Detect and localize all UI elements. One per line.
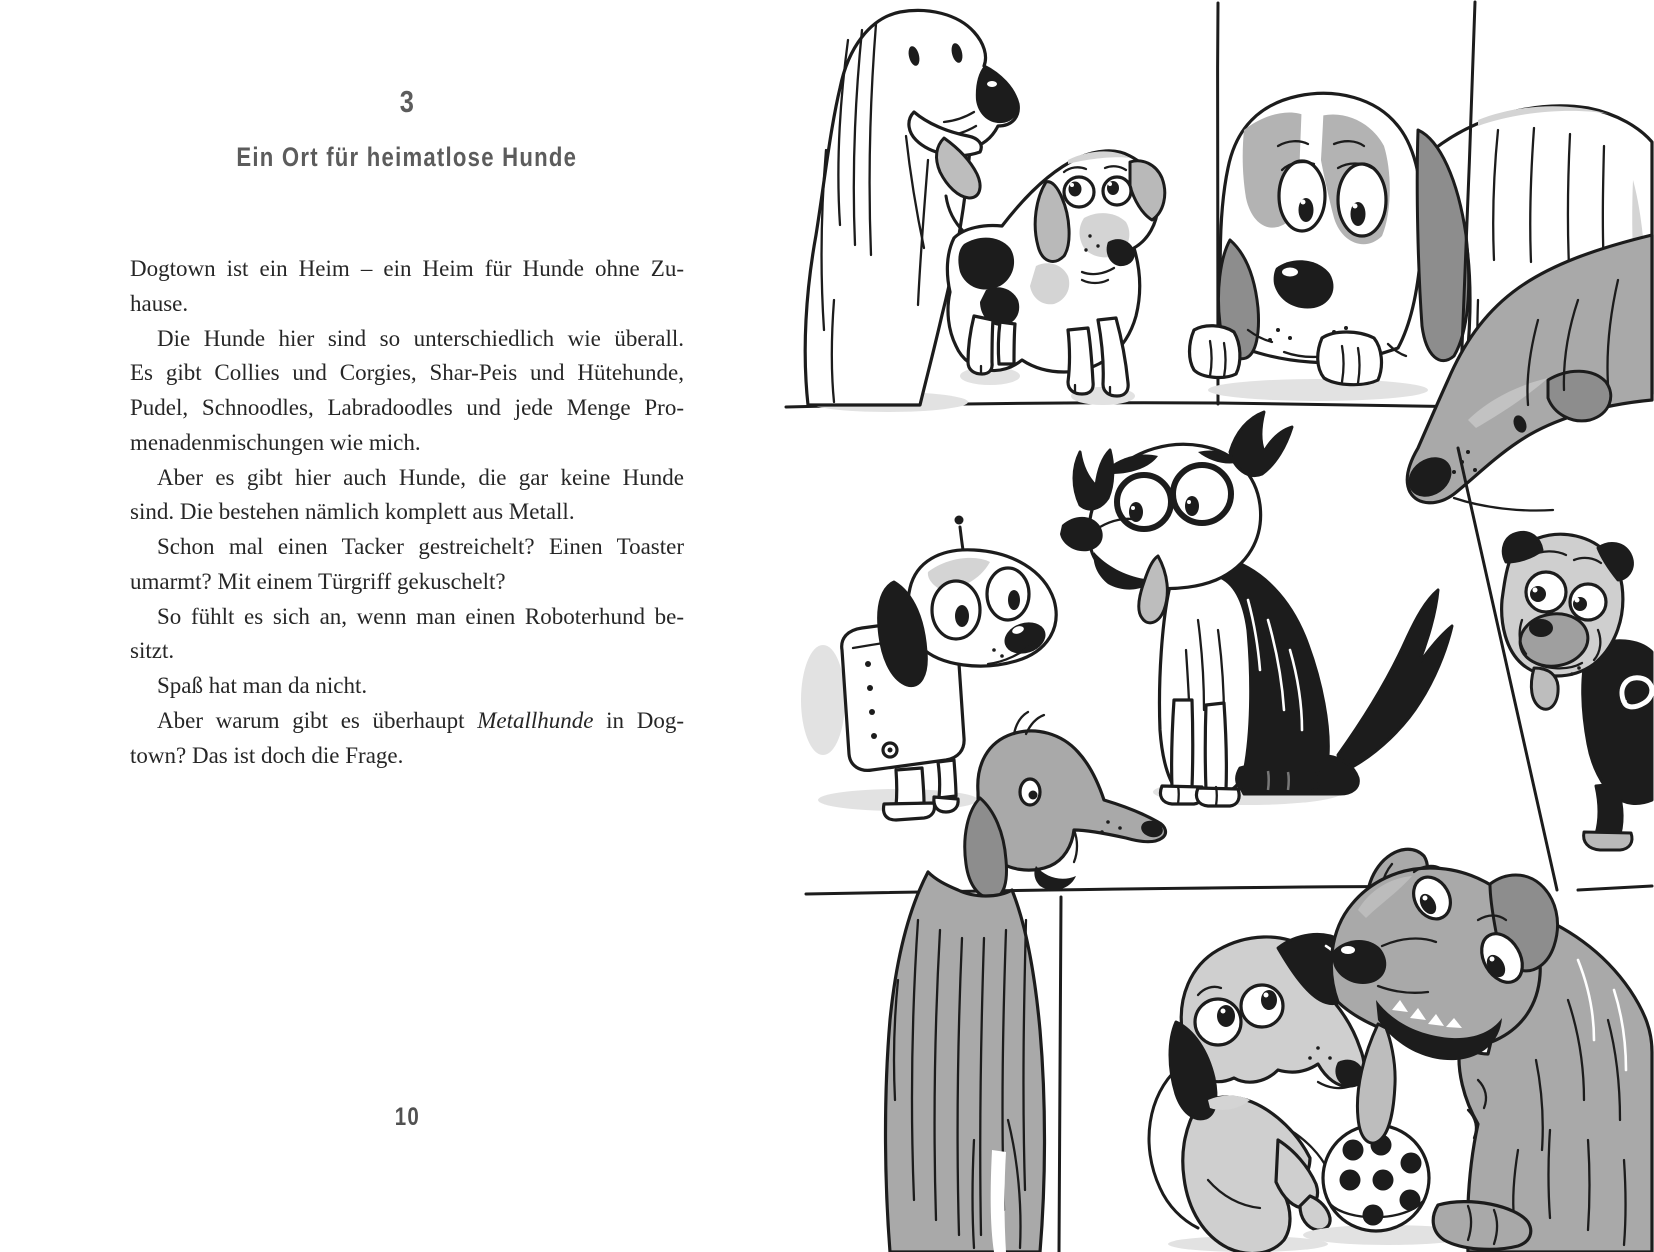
chapter-title: Ein Ort für heimatlose Hunde [236,142,578,172]
body-text-line: Aber warum gibt es überhaupt Metallhunde in Dog- [157,707,684,733]
body-text-line: menadenmischungen wie mich. [130,429,421,455]
page-number: 10 [394,1103,420,1131]
body-text-line: town? Das ist doch die Frage. [130,742,404,768]
body-text-line: Dogtown ist ein Heim – ein Heim für Hunde ohne Zu- [130,256,684,281]
body-text-line: Aber es gibt hier auch Hunde, die gar keine Hunde [157,464,684,490]
body-text-line: umarmt? Mit einem Türgriff gekuschelt? [130,568,506,594]
body-text-line: Spaß hat man da nicht. [157,673,368,698]
collie-tail [1338,590,1452,767]
body-text [130,252,684,773]
dog-comic-illustration [778,0,1654,1252]
body-text-line: sitzt. [130,638,175,664]
pug-tongue [1531,668,1558,709]
afghan-nose [976,66,1018,123]
body-text-line: Die Hunde hier sind so unterschiedlich wie überall. [157,325,684,351]
chapter-number: 3 [399,84,415,119]
pug-nose [1529,619,1553,637]
shaggy-dog-tongue [1357,1024,1395,1143]
pug-dog [1502,532,1652,850]
collie-ear [1074,450,1113,509]
body-text-line: Es gibt Collies und Corgies, Shar-Peis und Hütehunde, [130,360,684,386]
collie-nose [1060,517,1103,551]
body-text-line: hause. [130,290,189,316]
collie-dog [1060,412,1452,806]
gray-dog-ear [1548,371,1611,421]
body-text-line: Schon mal einen Tacker gestreichelt? Einen Toaster [157,534,684,559]
collie-ear [1230,412,1292,476]
left-book-page [0,0,780,1252]
body-text-line: Pudel, Schnoodles, Labradoodles und jede Menge Pro- [130,395,684,420]
body-text-line: So fühlt es sich an, wenn man einen Roboterhund be- [157,603,684,629]
body-text-line: sind. Die bestehen nämlich komplett aus Metall. [130,499,575,525]
